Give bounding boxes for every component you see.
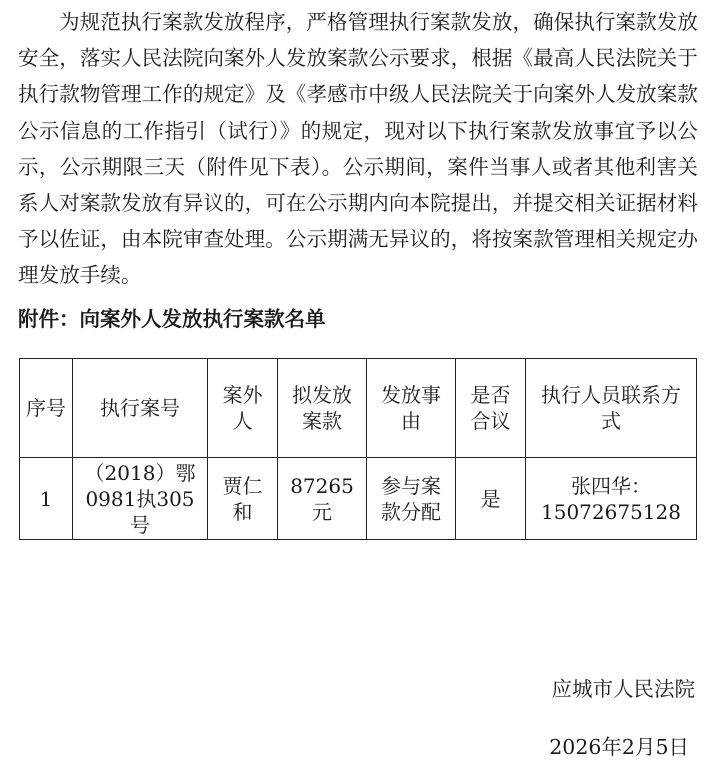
cell-reason: 参与案款分配 [367, 458, 456, 540]
payout-list-table [19, 358, 697, 540]
header-contact: 执行人员联系方式 [526, 359, 697, 458]
header-case-number: 执行案号 [73, 359, 208, 458]
contact-name: 张四华： [571, 473, 651, 498]
header-amount: 拟发放案款 [278, 359, 367, 458]
table-header-row [20, 359, 697, 458]
header-collegiate: 是否合议 [456, 359, 526, 458]
attachment-title: 附件：向案外人发放执行案款名单 [18, 307, 326, 331]
header-serial: 序号 [20, 359, 73, 458]
notice-body: 为规范执行案款发放程序，严格管理执行案款发放，确保执行案款发放安全，落实人民法院向案外人发放案款公示要求，根据《最高人民法院关于执行款物管理工作的规定》及《孝感市中级人民法院关于向案外人发放案款公示信息的工作指引（试行）》的规定，现对以下执行案款发放事宜予以公示，公示期限三天（附件见下表）。公示期间，案件当事人或者其他利害关系人对案款发放有异议的，可在公示期内向本院提出，并提交相关证据材料予以佐证，由本院审查处理。公示期满无异议的，将按案款管理相关规定办理发放手续。 [18, 10, 698, 288]
cell-contact [526, 458, 697, 540]
cell-serial: 1 [20, 458, 73, 540]
contact-phone: 15072675128 [541, 499, 681, 524]
header-reason: 发放事由 [367, 359, 456, 458]
cell-collegiate: 是 [456, 458, 526, 540]
cell-amount: 87265元 [278, 458, 367, 540]
cell-case-number: （2018）鄂0981执305号 [73, 458, 208, 540]
table-row [20, 458, 697, 540]
issue-date: 2026年2月5日 [549, 735, 689, 759]
cell-outsider: 贾仁和 [208, 458, 278, 540]
issuing-court: 应城市人民法院 [551, 677, 695, 701]
header-outsider: 案外人 [208, 359, 278, 458]
